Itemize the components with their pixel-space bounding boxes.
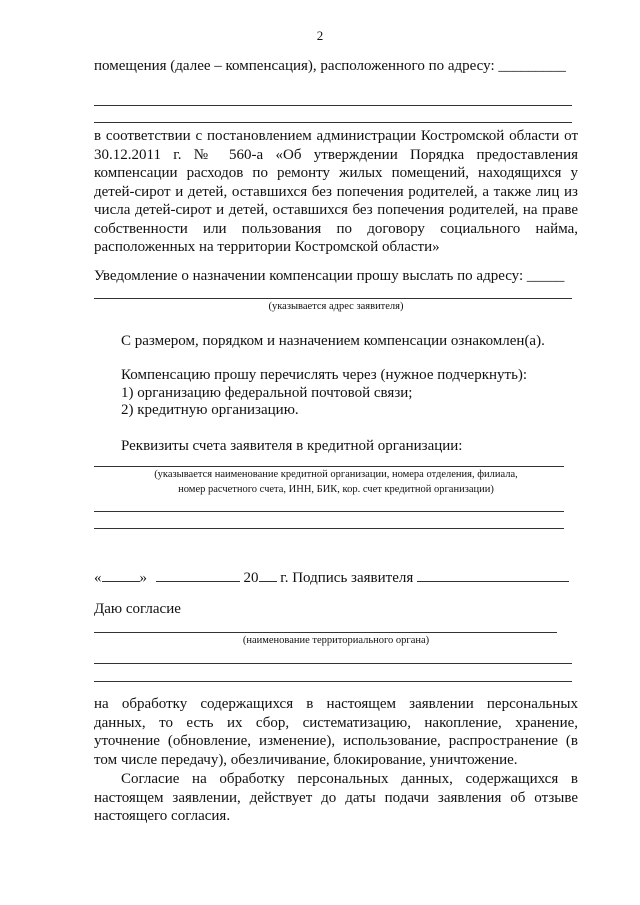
paragraph-line: детей-сирот и детей, оставшихся без попечения родителей, а также лиц из xyxy=(94,183,578,200)
paragraph-line: в соответствии с постановлением администрации Костромской области от xyxy=(94,128,578,144)
paragraph-line: данных, то есть их сбор, систематизацию, накопление, хранение, xyxy=(94,714,578,731)
territorial-body-line xyxy=(94,681,572,682)
resolution-paragraph xyxy=(94,127,578,257)
consent-paragraph xyxy=(94,695,578,769)
signature-blank xyxy=(417,567,569,582)
paragraph-line: 30.12.2011 г. № 560-а «Об утверждении Порядка предоставления xyxy=(94,146,578,163)
bank-details-line xyxy=(94,466,564,467)
address-caption: (указывается адрес заявителя) xyxy=(268,301,404,312)
signature-row xyxy=(94,567,569,587)
paragraph-line: уточнение (обновление, изменение), использование, распространение (в xyxy=(94,733,578,749)
bank-details-line xyxy=(94,511,564,512)
month-blank xyxy=(156,567,240,582)
signature-label: Подпись заявителя xyxy=(292,570,414,586)
consent-title: Даю согласие xyxy=(94,601,181,617)
acknowledgement: С размером, порядком и назначением компенсации ознакомлен(а). xyxy=(121,333,545,349)
address-line xyxy=(94,122,572,123)
territorial-body-line xyxy=(94,663,572,664)
paragraph-line: настоящем заявлении, действует до даты подачи заявления об отзыве xyxy=(94,789,578,806)
paragraph-line: расположенных на территории Костромской области» xyxy=(94,239,440,255)
transfer-title: Компенсацию прошу перечислять через (нужное подчеркнуть): xyxy=(121,367,528,383)
bank-details-line xyxy=(94,528,564,529)
year-prefix: 20 xyxy=(243,570,259,586)
territorial-body-line xyxy=(94,632,557,633)
transfer-option-post: 1) организацию федеральной почтовой связи; xyxy=(121,385,413,401)
transfer-option-bank: 2) кредитную организацию. xyxy=(121,402,299,418)
territorial-body-caption: (наименование территориального органа) xyxy=(242,635,430,646)
paragraph-line: компенсации расходов по ремонту жилых помещений, находящихся у xyxy=(94,165,578,181)
quote-open: « xyxy=(94,570,102,586)
bank-details-caption: (указывается наименование кредитной организации, номера отделения, филиала, xyxy=(154,469,518,480)
address-line xyxy=(94,105,572,106)
intro-line: помещения (далее – компенсация), расположенного по адресу: _________ xyxy=(94,58,566,74)
address-line xyxy=(94,298,572,299)
paragraph-line: настоящего согласия. xyxy=(94,808,231,824)
bank-details-caption: номер расчетного счета, ИНН, БИК, кор. счет кредитной организации) xyxy=(178,484,494,495)
paragraph-line: Согласие на обработку персональных данных, содержащихся в xyxy=(121,771,578,787)
day-blank xyxy=(102,567,140,582)
consent-validity-paragraph xyxy=(94,770,578,826)
paragraph-line: том числе передачу), обезличивание, блокирование, уничтожение. xyxy=(94,751,518,768)
paragraph-line: на обработку содержащихся в настоящем заявлении персональных xyxy=(94,696,578,712)
bank-details-title: Реквизиты счета заявителя в кредитной организации: xyxy=(121,438,463,454)
year-blank xyxy=(259,567,277,582)
page-number: 2 xyxy=(316,28,324,43)
notification-line: Уведомление о назначении компенсации прошу выслать по адресу: _____ xyxy=(94,268,565,284)
year-suffix: г. xyxy=(276,570,289,586)
quote-close: » xyxy=(139,570,147,586)
paragraph-line: числа детей-сирот и детей, оставшихся без попечения родителей, на праве xyxy=(94,202,578,218)
paragraph-line: собственности или пользования по договору социального найма, xyxy=(94,220,578,237)
